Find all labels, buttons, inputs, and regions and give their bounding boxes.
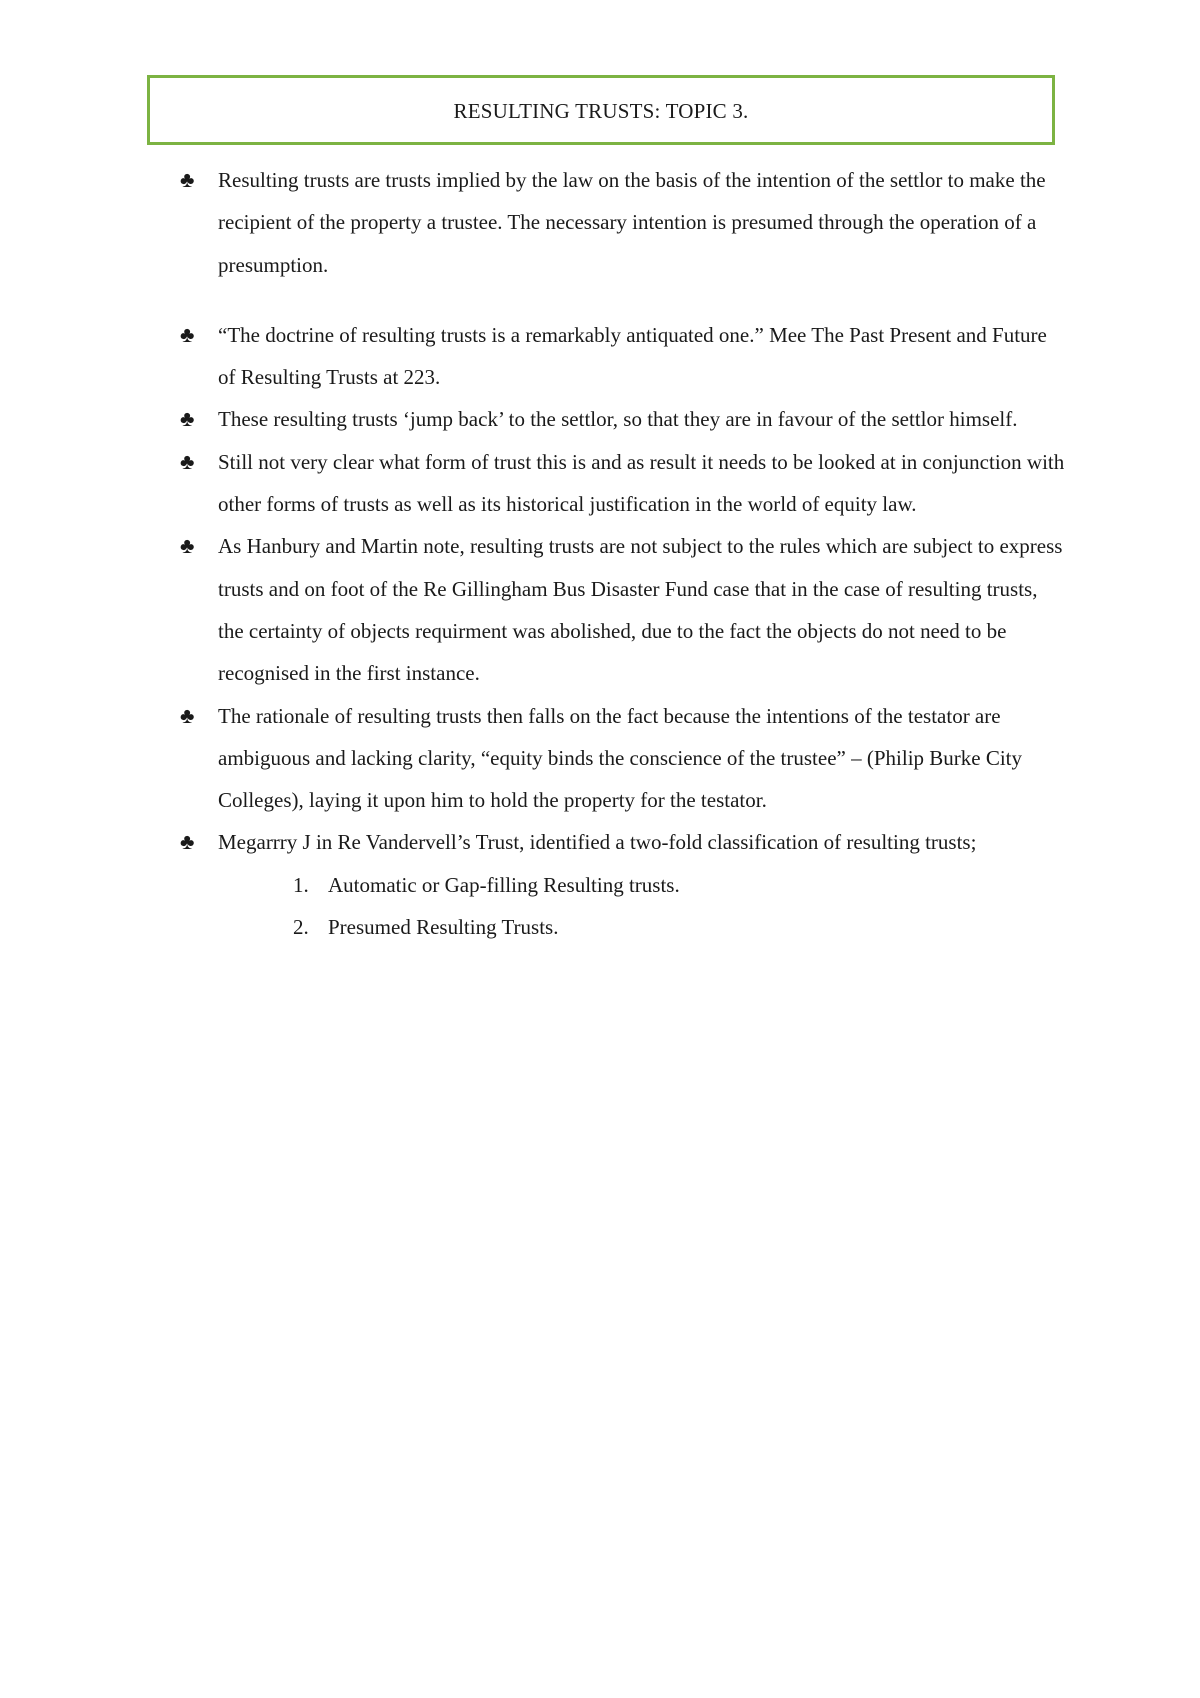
bullet-item	[178, 525, 1068, 694]
bullet-item	[178, 159, 1068, 286]
list-number: 1.	[293, 872, 309, 897]
bullet-item	[178, 695, 1068, 822]
title-box	[147, 75, 1055, 145]
club-icon: ♣	[180, 448, 195, 474]
bullet-text: The rationale of resulting trusts then falls on the fact because the intentions of the testator are ambiguous and lacking clarity, “equity binds the conscience of the trustee” – (Philip Burke City Colleges), laying it upon him to hold the property for the testator.	[218, 703, 1023, 813]
bullet-item	[178, 314, 1068, 399]
bullet-text: Resulting trusts are trusts implied by the law on the basis of the intention of the settlor to make the recipient of the property a trustee. The necessary intention is presumed through the operation of a presumption.	[218, 168, 1046, 277]
bullet-text: Megarrry J in Re Vandervell’s Trust, identified a two-fold classification of resulting trusts;	[218, 830, 977, 855]
club-icon: ♣	[180, 167, 195, 192]
bullet-text: “The doctrine of resulting trusts is a remarkably antiquated one.” Mee The Past Present and Future of Resulting Trusts at 223.	[218, 322, 1047, 390]
page-title: RESULTING TRUSTS: TOPIC 3.	[453, 98, 749, 123]
bullet-text: These resulting trusts ‘jump back’ to the settlor, so that they are in favour of the settlor himself.	[218, 407, 1018, 432]
classification-item	[293, 864, 1068, 906]
list-number: 2.	[293, 915, 309, 940]
bullet-item	[178, 441, 1068, 526]
bullet-text: Still not very clear what form of trust this is and as result it needs to be looked at in conjunction with other forms of trusts as well as its historical justification in the world of equity law.	[218, 449, 1065, 517]
bullet-item	[178, 821, 1068, 948]
classification-text: Automatic or Gap-filling Resulting trusts.	[328, 872, 680, 897]
club-icon: ♣	[180, 533, 195, 559]
classification-list	[293, 864, 1068, 949]
club-icon: ♣	[180, 702, 195, 728]
bullet-item	[178, 398, 1068, 440]
classification-text: Presumed Resulting Trusts.	[328, 915, 559, 940]
club-icon: ♣	[180, 829, 195, 855]
classification-item	[293, 906, 1068, 948]
club-icon: ♣	[180, 321, 195, 347]
bullet-text: As Hanbury and Martin note, resulting trusts are not subject to the rules which are subject to express trusts and on foot of the Re Gillingham Bus Disaster Fund case that in the case of resulting trusts, the certainty of objects requirment was abolished, due to the fact the objects do not need to be recognised in the first instance.	[218, 534, 1063, 686]
bullet-list	[178, 159, 1068, 948]
club-icon: ♣	[180, 406, 195, 432]
